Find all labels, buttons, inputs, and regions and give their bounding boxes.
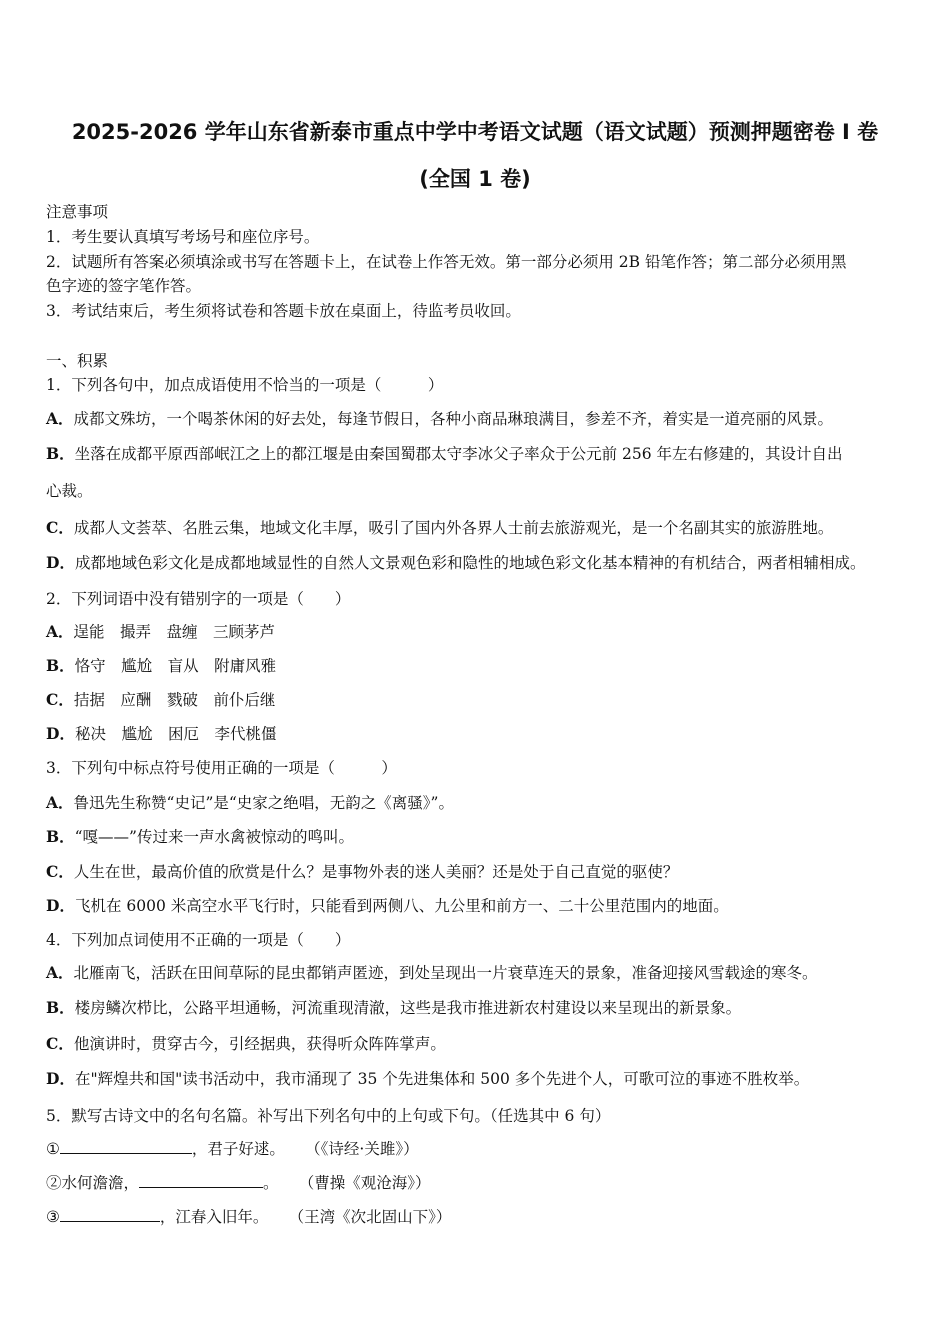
option-text: 成都文殊坊，一个喝茶休闲的好去处，每逢节假日，各种小商品琳琅满目，参差不齐，着实是一道亮丽的风景。 (73, 410, 834, 428)
q1-option-a (46, 409, 916, 429)
option-label: D． (46, 1069, 75, 1088)
q1-option-b-continued: 心裁。 (46, 482, 93, 500)
option-text: 鲁迅先生称赞“史记”是“史家之绝唱，无韵之《离骚》”。 (73, 794, 454, 812)
q2-option-d (46, 724, 916, 744)
item-number: ② (46, 1174, 62, 1192)
exam-subtitle: (全国 1 卷) (419, 167, 531, 191)
option-text: 拮据 应酬 戮破 前仆后继 (73, 691, 276, 709)
option-label: A． (46, 963, 74, 982)
option-text: 在"辉煌共和国"读书活动中，我市涌现了 35 个先进集体和 500 多个先进个人，可歌可泣的事迹不胜枚举。 (74, 1070, 810, 1088)
q4-option-d (46, 1069, 916, 1089)
option-label: D． (46, 553, 75, 572)
q2-option-c (46, 690, 916, 710)
item-pre-text: 水何澹澹， (61, 1174, 140, 1192)
q4-option-c (46, 1034, 916, 1054)
option-label: C． (46, 518, 74, 537)
item-post-text: ，江春入旧年。 (159, 1208, 269, 1226)
item-source: （曹操《观沧海》） (306, 1174, 431, 1192)
item-number: ③ (46, 1208, 60, 1226)
q1-option-b (46, 444, 916, 464)
item-number: ① (46, 1140, 60, 1158)
item-source: （王湾《次北固山下》） (296, 1208, 452, 1226)
q5-item-1 (46, 1139, 916, 1159)
option-text: 成都地域色彩文化是成都地域显性的自然人文景观色彩和隐性的地域色彩文化基本精神的有机结合，两者相辅相成。 (74, 554, 866, 572)
q1-option-d (46, 553, 916, 573)
option-label: B． (46, 444, 75, 463)
item-source: （《诗经·关雎》） (312, 1140, 419, 1158)
option-text: 逞能 撮弄 盘缠 三顾茅芦 (73, 623, 276, 641)
q2-option-b (46, 656, 916, 676)
notice-heading: 注意事项 (46, 203, 109, 221)
exam-title: 2025-2026 学年山东省新泰市重点中学中考语文试题（语文试题）预测押题密卷 I 卷 (71, 120, 879, 144)
option-text: 他演讲时，贯穿古今，引经据典，获得听众阵阵掌声。 (73, 1035, 446, 1053)
q5-item-2 (46, 1173, 916, 1193)
option-label: D． (46, 724, 75, 743)
q3-option-a (46, 793, 916, 813)
notice-item: 2．试题所有答案必须填涂或书写在答题卡上，在试卷上作答无效。第一部分必须用 2B 铅笔作答；第二部分必须用黑 (46, 253, 847, 271)
q4-option-a (46, 963, 916, 983)
question-1-stem: 1．下列各句中，加点成语使用不恰当的一项是（ ） (46, 376, 444, 394)
question-2-stem: 2．下列词语中没有错别字的一项是（ ） (46, 590, 351, 608)
section-heading: 一、积累 (46, 352, 109, 370)
option-label: B． (46, 998, 75, 1017)
question-4-stem: 4．下列加点词使用不正确的一项是（ ） (46, 931, 351, 949)
option-label: B． (46, 827, 75, 846)
question-3-stem: 3．下列句中标点符号使用正确的一项是（ ） (46, 759, 397, 777)
q4-option-b (46, 998, 916, 1018)
option-text: 坐落在成都平原西部岷江之上的都江堰是由秦国蜀郡太守李冰父子率众于公元前 256 年左右修建的，其设计自出 (74, 445, 843, 463)
answer-blank[interactable] (139, 1173, 263, 1188)
notice-item: 1．考生要认真填写考场号和座位序号。 (46, 228, 320, 246)
option-label: C． (46, 862, 74, 881)
option-label: A． (46, 409, 74, 428)
option-text: 飞机在 6000 米高空水平飞行时，只能看到两侧八、九公里和前方一、二十公里范围内的地面。 (74, 897, 729, 915)
notice-item: 3．考试结束后，考生须将试卷和答题卡放在桌面上，待监考员收回。 (46, 302, 521, 320)
option-text: 北雁南飞，活跃在田间草际的昆虫都销声匿迹，到处呈现出一片衰草连天的景象，准备迎接风雪载途的寒冬。 (73, 964, 818, 982)
q2-option-a (46, 622, 916, 642)
question-5-stem: 5．默写古诗文中的名句名篇。补写出下列名句中的上句或下句。（任选其中 6 句） (46, 1107, 611, 1125)
q3-option-b (46, 827, 916, 847)
q5-item-3 (46, 1207, 916, 1227)
option-label: C． (46, 1034, 74, 1053)
item-post-text: ，君子好逑。 (191, 1140, 285, 1158)
option-text: 成都人文荟萃、名胜云集，地域文化丰厚，吸引了国内外各界人士前去旅游观光，是一个名副其实的旅游胜地。 (73, 519, 834, 537)
item-post-text: 。 (263, 1174, 279, 1192)
option-label: C． (46, 690, 74, 709)
option-text: 秘决 尴尬 困厄 李代桃僵 (74, 725, 277, 743)
option-label: A． (46, 622, 74, 641)
option-label: A． (46, 793, 74, 812)
q1-option-c (46, 518, 916, 538)
option-text: 楼房鳞次栉比，公路平坦通畅，河流重现清澈，这些是我市推进新农村建设以来呈现出的新景象。 (74, 999, 742, 1017)
option-text: 恪守 尴尬 盲从 附庸风雅 (74, 657, 277, 675)
option-text: 人生在世，最高价值的欣赏是什么？是事物外表的迷人美丽？还是处于自己直觉的驱使？ (73, 863, 679, 881)
notice-item: 色字迹的签字笔作答。 (46, 277, 202, 295)
q3-option-d (46, 896, 916, 916)
answer-blank[interactable] (60, 1139, 192, 1154)
option-label: D． (46, 896, 75, 915)
answer-blank[interactable] (60, 1207, 160, 1222)
option-text: “嘎——”传过来一声水禽被惊动的鸣叫。 (74, 828, 354, 846)
q3-option-c (46, 862, 916, 882)
option-label: B． (46, 656, 75, 675)
